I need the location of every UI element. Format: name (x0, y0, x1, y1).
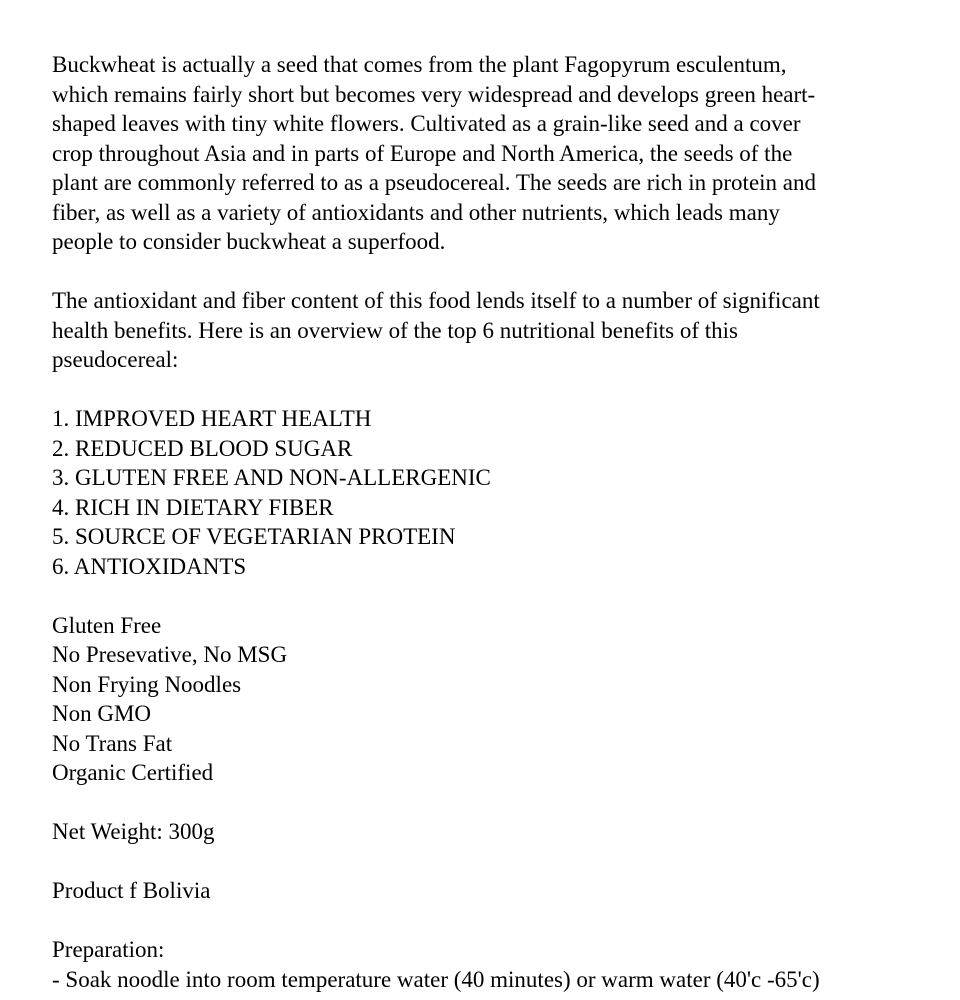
benefit-item: 4. RICH IN DIETARY FIBER (52, 494, 334, 520)
intro-paragraph-1 (52, 50, 922, 257)
intro-paragraph-2-line-1: The antioxidant and fiber content of this food lends itself to a number of significant (52, 288, 820, 313)
net-weight-text: Net Weight: 300g (52, 819, 215, 844)
benefits-list (52, 404, 922, 581)
feature-item: Gluten Free (52, 612, 162, 638)
feature-item: Non GMO (52, 701, 152, 726)
preparation-section (52, 935, 922, 994)
feature-item: No Presevative, No MSG (52, 642, 288, 667)
preparation-step: - Soak noodle into room temperature water (40 minutes) or warm water (40'c -65'c) (52, 966, 820, 992)
intro-paragraph-2-line-3: pseudocereal: (52, 347, 179, 372)
origin (52, 876, 922, 906)
intro-paragraph-1-line-4: crop throughout Asia and in parts of Europe and North America, the seeds of the (52, 140, 793, 166)
intro-paragraph-1-line-3: shaped leaves with tiny white flowers. Cultivated as a grain-like seed and a cover (52, 111, 801, 136)
feature-item: No Trans Fat (52, 730, 173, 756)
net-weight (52, 817, 922, 847)
intro-paragraph-1-line-2: which remains fairly short but becomes very widespread and develops green heart- (52, 81, 816, 107)
description-content (52, 50, 922, 1000)
intro-paragraph-1-line-5: plant are commonly referred to as a pseudocereal. The seeds are rich in protein and (52, 170, 816, 195)
intro-paragraph-1-line-6: fiber, as well as a variety of antioxidants and other nutrients, which leads many (52, 199, 780, 225)
feature-item: Non Frying Noodles (52, 671, 242, 697)
intro-paragraph-2-line-2: health benefits. Here is an overview of the top 6 nutritional benefits of this (52, 317, 738, 343)
preparation-heading: Preparation: (52, 937, 165, 962)
benefit-item: 5. SOURCE OF VEGETARIAN PROTEIN (52, 524, 456, 549)
intro-paragraph-1-line-1: Buckwheat is actually a seed that comes from the plant Fagopyrum esculentum, (52, 52, 787, 77)
features-list (52, 611, 922, 788)
benefit-item: 3. GLUTEN FREE AND NON-ALLERGENIC (52, 465, 491, 490)
origin-text: Product f Bolivia (52, 878, 211, 903)
intro-paragraph-2 (52, 286, 922, 375)
benefit-item: 1. IMPROVED HEART HEALTH (52, 406, 372, 431)
benefit-item: 2. REDUCED BLOOD SUGAR (52, 435, 353, 461)
benefit-item: 6. ANTIOXIDANTS (52, 553, 247, 579)
intro-paragraph-1-line-7: people to consider buckwheat a superfood. (52, 229, 446, 254)
feature-item: Organic Certified (52, 760, 214, 785)
